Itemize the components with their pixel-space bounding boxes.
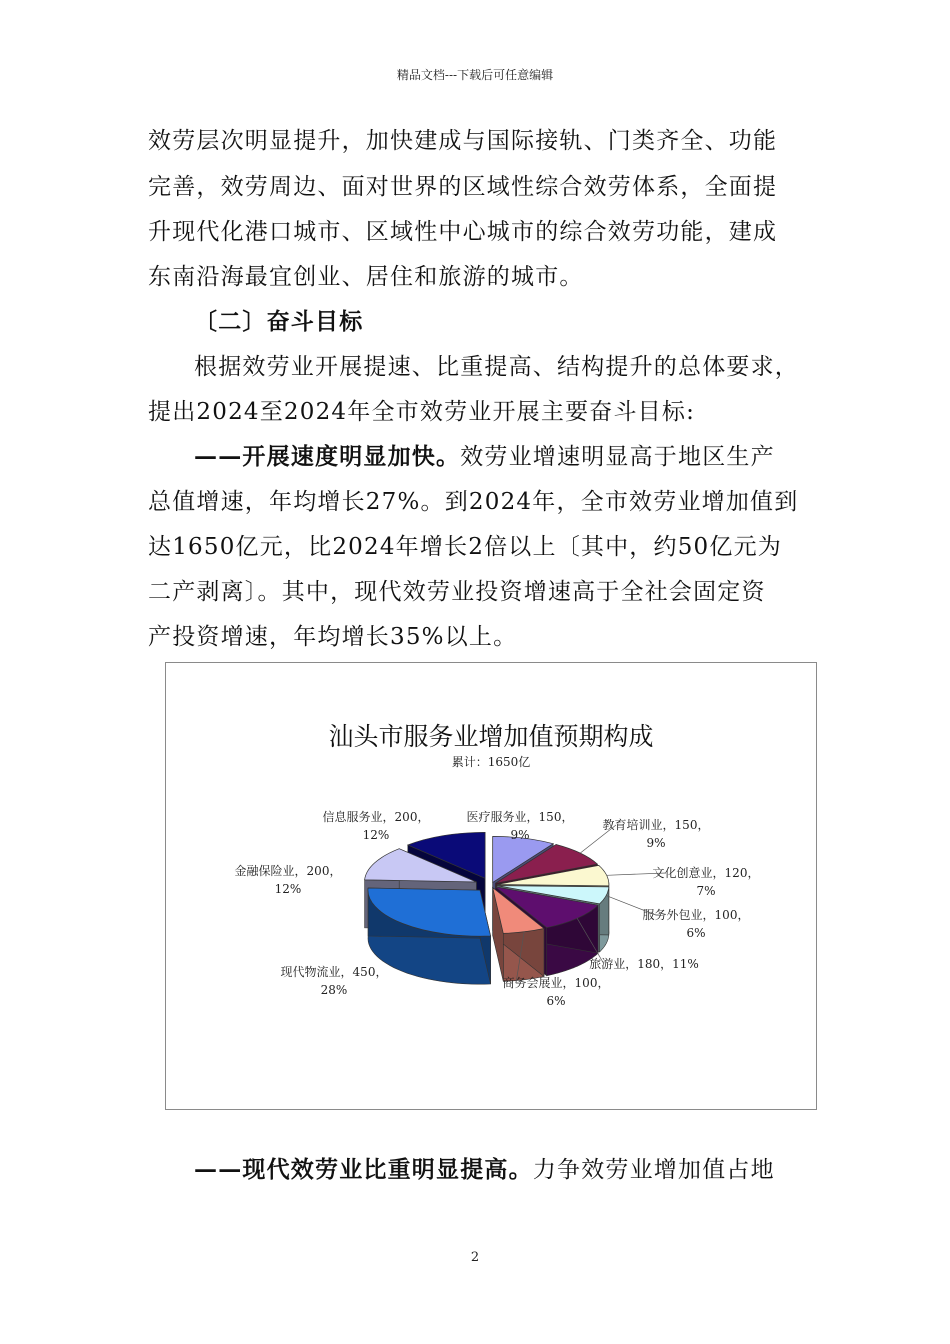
- goal-text: 效劳业增速明显高于地区生产: [460, 444, 775, 470]
- slice-leader-line-4: [606, 896, 656, 915]
- page-header: 精品文档---下载后可任意编辑: [396, 68, 554, 82]
- goal-line-1: [194, 443, 775, 471]
- body-line-4: 东南沿海最宜创业、居住和旅游的城市。: [148, 264, 584, 290]
- goal-2-heading: ——现代效劳业比重明显提高。: [194, 1156, 533, 1183]
- body-line-7: 提出2024至2024年全市效劳业开展主要奋斗目标:: [148, 399, 696, 425]
- pie-chart: [166, 663, 816, 1109]
- slice-percent-7: 28%: [320, 983, 348, 997]
- pie-chart-frame: [165, 662, 817, 1110]
- body-line-3: 升现代化港口城市、区域性中心城市的综合效劳功能，建成: [148, 219, 778, 245]
- slice-percent-4: 6%: [686, 926, 706, 940]
- slice-percent-1: 9%: [510, 828, 530, 842]
- slice-label-1: 医疗服务业，150，: [466, 810, 574, 824]
- slice-label-4: 服务外包业，100，: [642, 908, 750, 922]
- slice-percent-2: 9%: [646, 836, 666, 850]
- slice-label-6: 商务会展业，100，: [502, 976, 610, 990]
- body-line-9: 总值增速，年均增长27%。到2024年，全市效劳业增加值到: [148, 489, 799, 515]
- slice-label-3: 文化创意业，120，: [652, 866, 760, 880]
- slice-label-7: 现代物流业，450，: [280, 965, 388, 979]
- body-line-12: 产投资增速，年均增长35%以上。: [148, 624, 518, 650]
- body-line-11: 二产剥离〕。其中，现代效劳业投资增速高于全社会固定资: [148, 579, 766, 605]
- slice-percent-3: 7%: [696, 884, 716, 898]
- chart-subtitle: 累计：1650亿: [451, 755, 531, 769]
- section-heading: 〔二〕奋斗目标: [194, 308, 364, 335]
- body-line-10: 达1650亿元，比2024年增长2倍以上〔其中，约50亿元为: [148, 534, 782, 560]
- slice-percent-6: 6%: [546, 994, 566, 1008]
- goal-2-text: 力争效劳业增加值占地: [532, 1157, 775, 1183]
- slice-label-5: 旅游业，180，11%: [589, 957, 699, 971]
- slice-percent-8: 12%: [274, 882, 302, 896]
- body-line-1: 效劳层次明显提升，加快建成与国际接轨、门类齐全、功能: [148, 128, 778, 154]
- slice-percent-9: 12%: [362, 828, 390, 842]
- slice-label-9: 信息服务业，200，: [322, 810, 430, 824]
- goal-heading: ——开展速度明显加快。: [194, 443, 461, 470]
- slice-leader-line-2: [580, 825, 616, 853]
- body-line-2: 完善，效劳周边、面对世界的区域性综合效劳体系，全面提: [148, 174, 778, 200]
- goal-line-2: [194, 1156, 775, 1184]
- slice-label-2: 教育培训业，150，: [602, 818, 710, 832]
- body-line-6: 根据效劳业开展提速、比重提高、结构提升的总体要求，: [194, 354, 799, 380]
- page-number: 2: [470, 1250, 480, 1265]
- slice-label-8: 金融保险业，200，: [234, 864, 342, 878]
- chart-title: 汕头市服务业增加值预期构成: [328, 723, 654, 751]
